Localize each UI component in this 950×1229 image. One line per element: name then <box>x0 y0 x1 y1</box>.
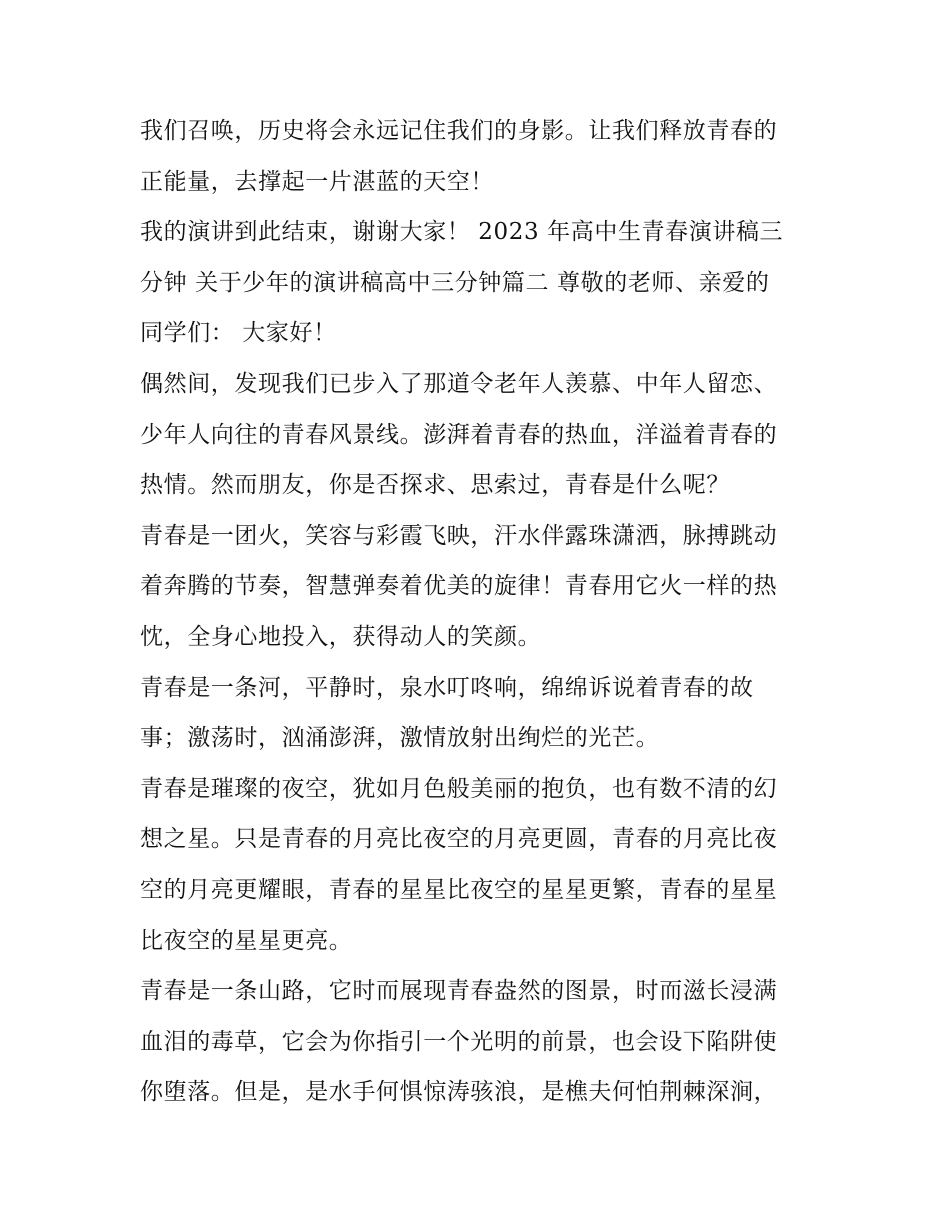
text-line: 空的月亮更耀眼，青春的星星比夜空的星星更繁，青春的星星 <box>140 876 778 903</box>
text-line: 同学们： 大家好！ <box>140 320 337 347</box>
text-line: 想之星。只是青春的月亮比夜空的月亮更圆，青春的月亮比夜 <box>140 826 778 853</box>
document-body <box>140 106 820 1118</box>
text-line: 青春是一团火，笑容与彩霞飞映，汗水伴露珠潇洒，脉搏跳动 <box>140 522 778 549</box>
text-line: 比夜空的星星更亮。 <box>140 927 353 954</box>
text-line: 事；激荡时，汹涌澎湃，激情放射出绚烂的光芒。 <box>140 725 660 752</box>
text-line: 正能量，去撑起一片湛蓝的天空！ <box>140 168 494 195</box>
text-line: 青春是一条山路，它时而展现青春盎然的图景，时而滋长浸满 <box>140 978 778 1005</box>
text-line: 我的演讲到此结束，谢谢大家！ 2023 年高中生青春演讲稿三 <box>140 219 784 246</box>
text-line: 你堕落。但是，是水手何惧惊涛骇浪，是樵夫何怕荆棘深涧， <box>140 1079 778 1106</box>
text-line: 忱，全身心地投入，获得动人的笑颜。 <box>140 623 542 650</box>
text-line: 青春是一条河，平静时，泉水叮咚响，绵绵诉说着青春的故 <box>140 674 754 701</box>
text-line: 热情。然而朋友，你是否探求、思索过，青春是什么呢？ <box>140 472 730 499</box>
text-line: 偶然间，发现我们已步入了那道令老年人羡慕、中年人留恋、 <box>140 370 778 397</box>
text-line: 着奔腾的节奏，智慧弹奏着优美的旋律！青春用它火一样的热 <box>140 573 778 600</box>
text-line: 分钟 关于少年的演讲稿高中三分钟篇二 尊敬的老师、亲爱的 <box>140 269 770 296</box>
text-line: 少年人向往的青春风景线。澎湃着青春的热血，洋溢着青春的 <box>140 421 778 448</box>
text-line: 血泪的毒草，它会为你指引一个光明的前景，也会设下陷阱使 <box>140 1028 778 1055</box>
text-line: 青春是璀璨的夜空，犹如月色般美丽的抱负，也有数不清的幻 <box>140 775 778 802</box>
text-line: 我们召唤，历史将会永远记住我们的身影。让我们释放青春的 <box>140 118 778 144</box>
